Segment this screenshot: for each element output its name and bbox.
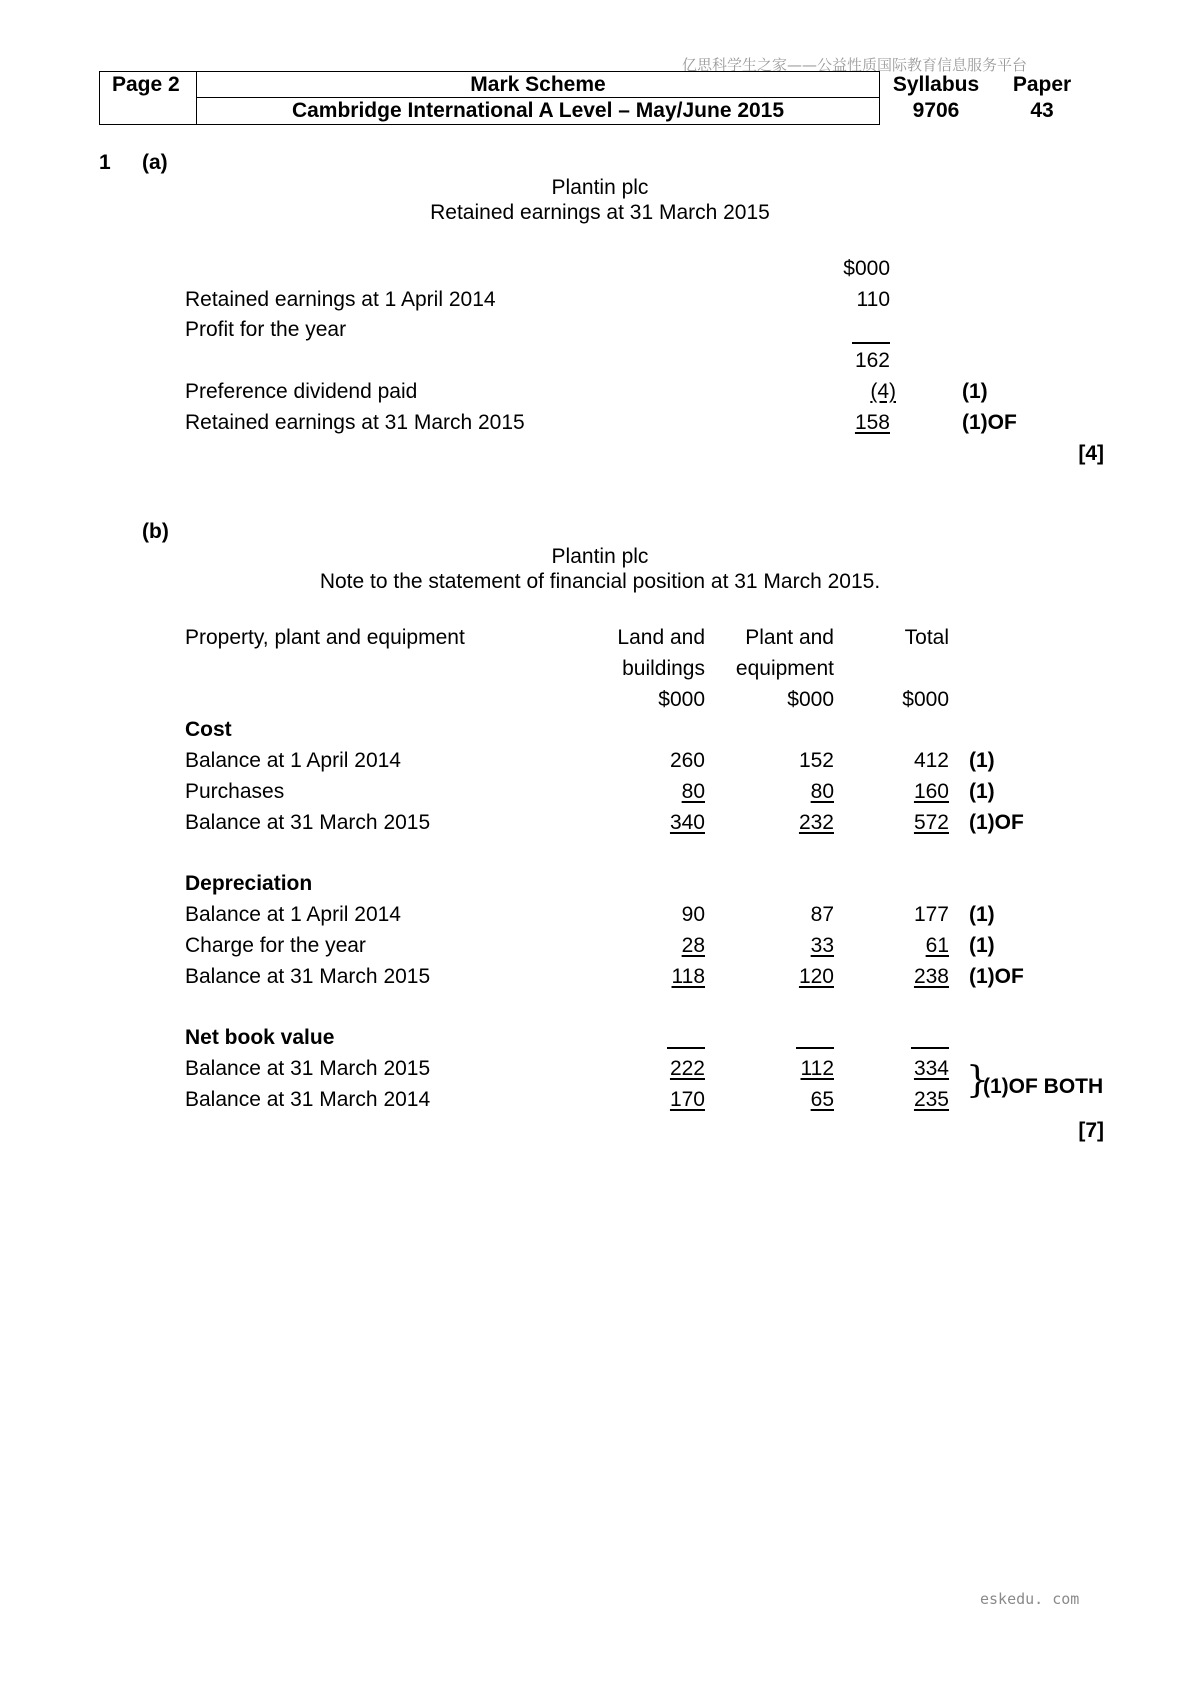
table-cell: 120 [798, 965, 834, 988]
table-cell: 412 [913, 749, 949, 772]
header-exam: Cambridge International A Level – May/June 2015 [291, 99, 785, 122]
table-cell: 61 [925, 934, 949, 957]
cost-heading: Cost [185, 718, 232, 741]
subtotal-rule [852, 342, 890, 344]
header-mark-scheme: Mark Scheme [470, 73, 606, 96]
part-a-label: (a) [142, 151, 168, 174]
table-cell: 260 [669, 749, 705, 772]
part-b-title: Note to the statement of financial position at 31 March 2015. [319, 570, 881, 593]
table-cell: 90 [681, 903, 705, 926]
table-row-label: Balance at 31 March 2015 [185, 1057, 431, 1080]
header-page: Page 2 [112, 73, 180, 96]
nbv-heading: Net book value [185, 1026, 335, 1049]
mark-label: (1) [969, 934, 995, 957]
mark-label: (1) [969, 780, 995, 803]
watermark-text: 亿思科学生之家——公益性质国际教育信息服务平台 [682, 56, 1028, 74]
col-header: Land and [617, 626, 705, 649]
col-header: $000 [658, 688, 705, 711]
header-divider [196, 97, 880, 98]
table-cell: 87 [810, 903, 834, 926]
table-cell: 118 [671, 965, 705, 988]
table-cell: 28 [681, 934, 705, 957]
table-cell: 572 [913, 811, 949, 834]
part-a-title: Retained earnings at 31 March 2015 [430, 201, 770, 224]
header-paper-label: Paper [1012, 73, 1072, 96]
part-b-total-marks: [7] [1078, 1119, 1104, 1142]
brace-icon: } [966, 1060, 989, 1101]
header-syllabus-value: 9706 [912, 99, 960, 122]
col-header: Plant and [745, 626, 834, 649]
table-cell: 177 [913, 903, 949, 926]
mark-label: (1)OF [969, 965, 1024, 988]
part-b-label: (b) [142, 520, 169, 543]
col-header: $000 [787, 688, 834, 711]
table-cell: 80 [810, 780, 834, 803]
table-row-label: Balance at 31 March 2015 [185, 811, 431, 834]
footer-site: eskedu. com [980, 1590, 1080, 1608]
col-header: equipment [735, 657, 834, 680]
table-cell: 33 [810, 934, 834, 957]
subtotal-rule [796, 1047, 834, 1049]
mark-label: (1)OF [969, 811, 1024, 834]
part-a-row-mark: (1)OF [962, 411, 1017, 434]
subtotal-rule [667, 1047, 705, 1049]
table-row-label: Purchases [185, 780, 285, 803]
nbv-mark: (1)OF BOTH [983, 1075, 1104, 1098]
mark-label: (1) [969, 903, 995, 926]
table-row-label: Balance at 1 April 2014 [185, 903, 401, 926]
table-cell: 334 [913, 1057, 949, 1080]
table-cell: 170 [669, 1088, 705, 1111]
part-a-row-value: (4) [870, 380, 896, 403]
table-cell: 65 [810, 1088, 834, 1111]
table-row-label: Balance at 31 March 2015 [185, 965, 431, 988]
col-header: buildings [622, 657, 705, 680]
subtotal-rule [911, 1047, 949, 1049]
table-cell: 232 [798, 811, 834, 834]
question-number: 1 [99, 151, 111, 174]
table-row-label: Charge for the year [185, 934, 366, 957]
part-a-row-label: Retained earnings at 31 March 2015 [185, 411, 525, 434]
part-a-row-value: 162 [854, 349, 890, 372]
part-a-row-value: 110 [856, 288, 890, 311]
table-row-label: Balance at 1 April 2014 [185, 749, 401, 772]
part-b-company: Plantin plc [551, 545, 649, 568]
col-header: $000 [902, 688, 949, 711]
mark-label: (1) [969, 749, 995, 772]
depreciation-heading: Depreciation [185, 872, 313, 895]
table-row-label: Balance at 31 March 2014 [185, 1088, 431, 1111]
table-cell: 238 [913, 965, 949, 988]
part-a-row-value: 158 [854, 411, 890, 434]
table-cell: 112 [800, 1057, 834, 1080]
part-a-row-label: Preference dividend paid [185, 380, 418, 403]
table-cell: 152 [798, 749, 834, 772]
table-cell: 222 [669, 1057, 705, 1080]
header-paper-value: 43 [1030, 99, 1054, 122]
part-a-company: Plantin plc [551, 176, 649, 199]
ppe-heading: Property, plant and equipment [185, 626, 465, 649]
part-a-total-marks: [4] [1078, 442, 1104, 465]
part-a-row-label: Profit for the year [185, 318, 347, 341]
table-cell: 80 [681, 780, 705, 803]
part-a-row-mark: (1) [962, 380, 988, 403]
table-cell: 235 [913, 1088, 949, 1111]
header-syllabus-label: Syllabus [892, 73, 980, 96]
part-a-unit: $000 [843, 257, 890, 280]
part-a-row-label: Retained earnings at 1 April 2014 [185, 288, 496, 311]
table-cell: 340 [669, 811, 705, 834]
col-header: Total [904, 626, 949, 649]
table-cell: 160 [913, 780, 949, 803]
